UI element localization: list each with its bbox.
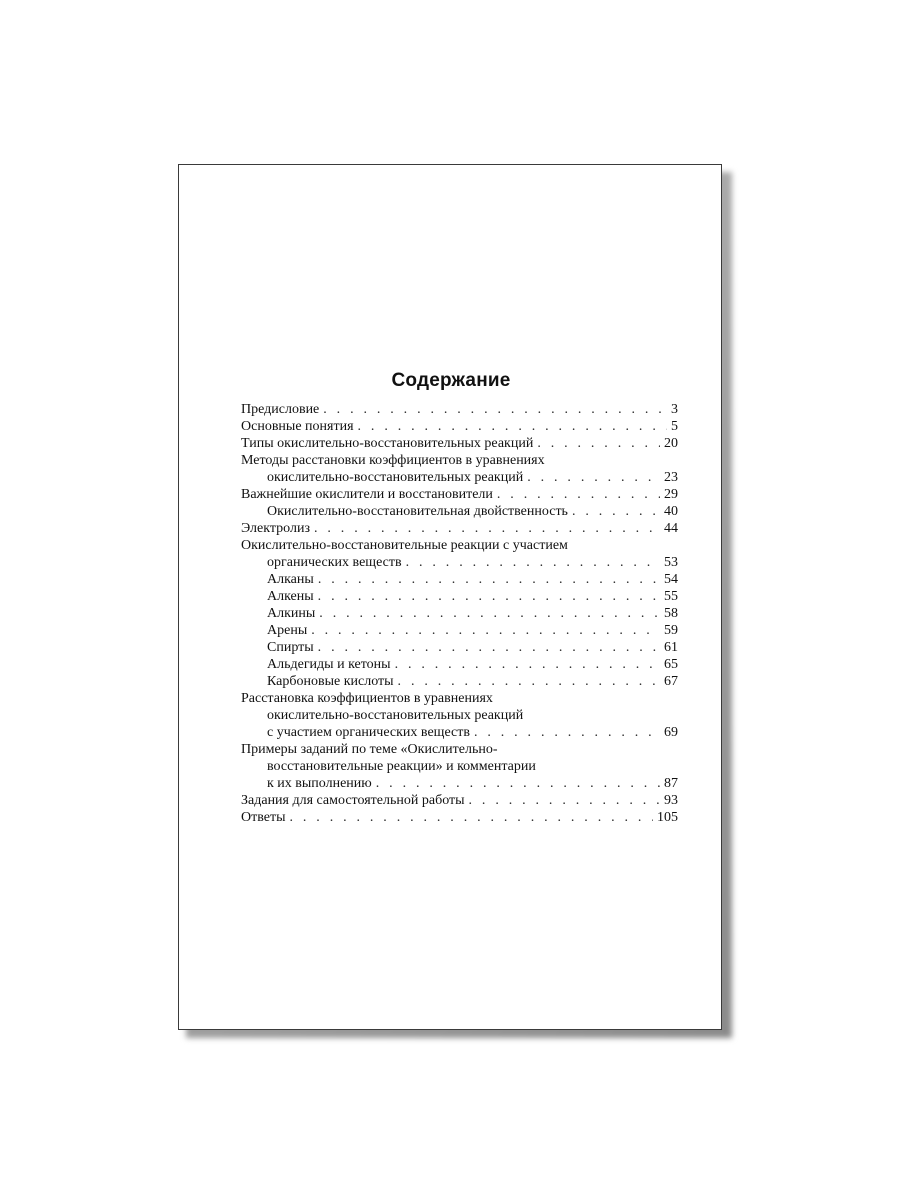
toc-entry-text: Окислительно-восстановительные реакции с участием — [241, 538, 568, 553]
toc-entry — [241, 537, 678, 554]
toc-entry-text: окислительно-восстановительных реакций — [267, 708, 524, 723]
toc-page-number: 20 — [664, 436, 678, 451]
toc-page-number: 40 — [664, 504, 678, 519]
toc-entry — [241, 605, 678, 622]
toc-entry-text: Предисловие — [241, 402, 320, 417]
toc-entry — [241, 792, 678, 809]
toc-leader-dots — [290, 809, 654, 826]
toc-entry-text: Методы расстановки коэффициентов в уравнениях — [241, 453, 545, 468]
toc-page-number: 65 — [664, 657, 678, 672]
toc-leader-dots — [398, 673, 660, 690]
toc-page-number: 87 — [664, 776, 678, 791]
toc-entry — [241, 724, 678, 741]
toc-page-number: 23 — [664, 470, 678, 485]
toc-entry — [241, 571, 678, 588]
toc-leader-dots — [318, 639, 660, 656]
toc-entry-text: Примеры заданий по теме «Окислительно- — [241, 742, 498, 757]
toc-entry — [241, 809, 678, 826]
toc-page-number: 55 — [664, 589, 678, 604]
toc-page-number: 58 — [664, 606, 678, 621]
toc-leader-dots — [323, 401, 667, 418]
toc-entry-text: Электролиз — [241, 521, 310, 536]
toc-entry-text: Алкены — [267, 589, 314, 604]
toc-entry — [241, 520, 678, 537]
toc-entry — [241, 401, 678, 418]
toc-entry-text: Алкины — [267, 606, 316, 621]
toc-entry-text: окислительно-восстановительных реакций — [267, 470, 524, 485]
toc-entry — [241, 452, 678, 469]
toc-entry — [241, 622, 678, 639]
toc-entry-text: Задания для самостоятельной работы — [241, 793, 465, 808]
page-title: Содержание — [391, 370, 511, 391]
toc-leader-dots — [474, 724, 660, 741]
toc-entry-text: Окислительно-восстановительная двойственность — [267, 504, 568, 519]
toc-entry-text: Ответы — [241, 810, 286, 825]
toc-entry-text: Важнейшие окислители и восстановители — [241, 487, 493, 502]
toc-leader-dots — [314, 520, 660, 537]
toc-entry — [241, 690, 678, 707]
toc-entry-text: Типы окислительно-восстановительных реакций — [241, 436, 534, 451]
toc-leader-dots — [469, 792, 660, 809]
toc-leader-dots — [311, 622, 660, 639]
toc-page-number: 3 — [671, 402, 678, 417]
toc-leader-dots — [358, 418, 667, 435]
toc-page-number: 59 — [664, 623, 678, 638]
book-page — [178, 164, 722, 1030]
toc-entry — [241, 435, 678, 452]
toc-page-number: 54 — [664, 572, 678, 587]
toc-entry — [241, 758, 678, 775]
toc-leader-dots — [527, 469, 660, 486]
toc-page-number: 69 — [664, 725, 678, 740]
toc-entry-text: органических веществ — [267, 555, 402, 570]
toc-leader-dots — [406, 554, 660, 571]
toc-entry — [241, 673, 678, 690]
toc-entry — [241, 775, 678, 792]
toc-entry — [241, 554, 678, 571]
toc-entry — [241, 588, 678, 605]
toc-leader-dots — [376, 775, 660, 792]
toc-entry-text: Спирты — [267, 640, 314, 655]
toc-leader-dots — [497, 486, 660, 503]
toc-entry — [241, 486, 678, 503]
toc-entry-text: восстановительные реакции» и комментарии — [267, 759, 536, 774]
toc-leader-dots — [572, 503, 660, 520]
toc-entry-text: Алканы — [267, 572, 314, 587]
toc-entry-text: с участием органических веществ — [267, 725, 470, 740]
toc-entry-text: Основные понятия — [241, 419, 354, 434]
toc-leader-dots — [537, 435, 660, 452]
toc-entry-text: Карбоновые кислоты — [267, 674, 394, 689]
toc-page-number: 5 — [671, 419, 678, 434]
toc-entry — [241, 707, 678, 724]
toc-entry — [241, 503, 678, 520]
toc-page-number: 61 — [664, 640, 678, 655]
toc-entry — [241, 469, 678, 486]
toc-entry-text: Арены — [267, 623, 308, 638]
toc-page-number: 53 — [664, 555, 678, 570]
toc-page-number: 105 — [657, 810, 678, 825]
toc-page-number: 44 — [664, 521, 678, 536]
toc-leader-dots — [395, 656, 660, 673]
toc-entry — [241, 656, 678, 673]
toc-page-number: 93 — [664, 793, 678, 808]
table-of-contents — [241, 401, 678, 826]
toc-entry-text: Расстановка коэффициентов в уравнениях — [241, 691, 493, 706]
toc-entry-text: Альдегиды и кетоны — [267, 657, 391, 672]
toc-page-number: 29 — [664, 487, 678, 502]
toc-entry-text: к их выполнению — [267, 776, 372, 791]
toc-leader-dots — [319, 605, 660, 622]
toc-page-number: 67 — [664, 674, 678, 689]
toc-entry — [241, 639, 678, 656]
toc-entry — [241, 418, 678, 435]
toc-leader-dots — [318, 571, 660, 588]
toc-leader-dots — [318, 588, 660, 605]
toc-entry — [241, 741, 678, 758]
